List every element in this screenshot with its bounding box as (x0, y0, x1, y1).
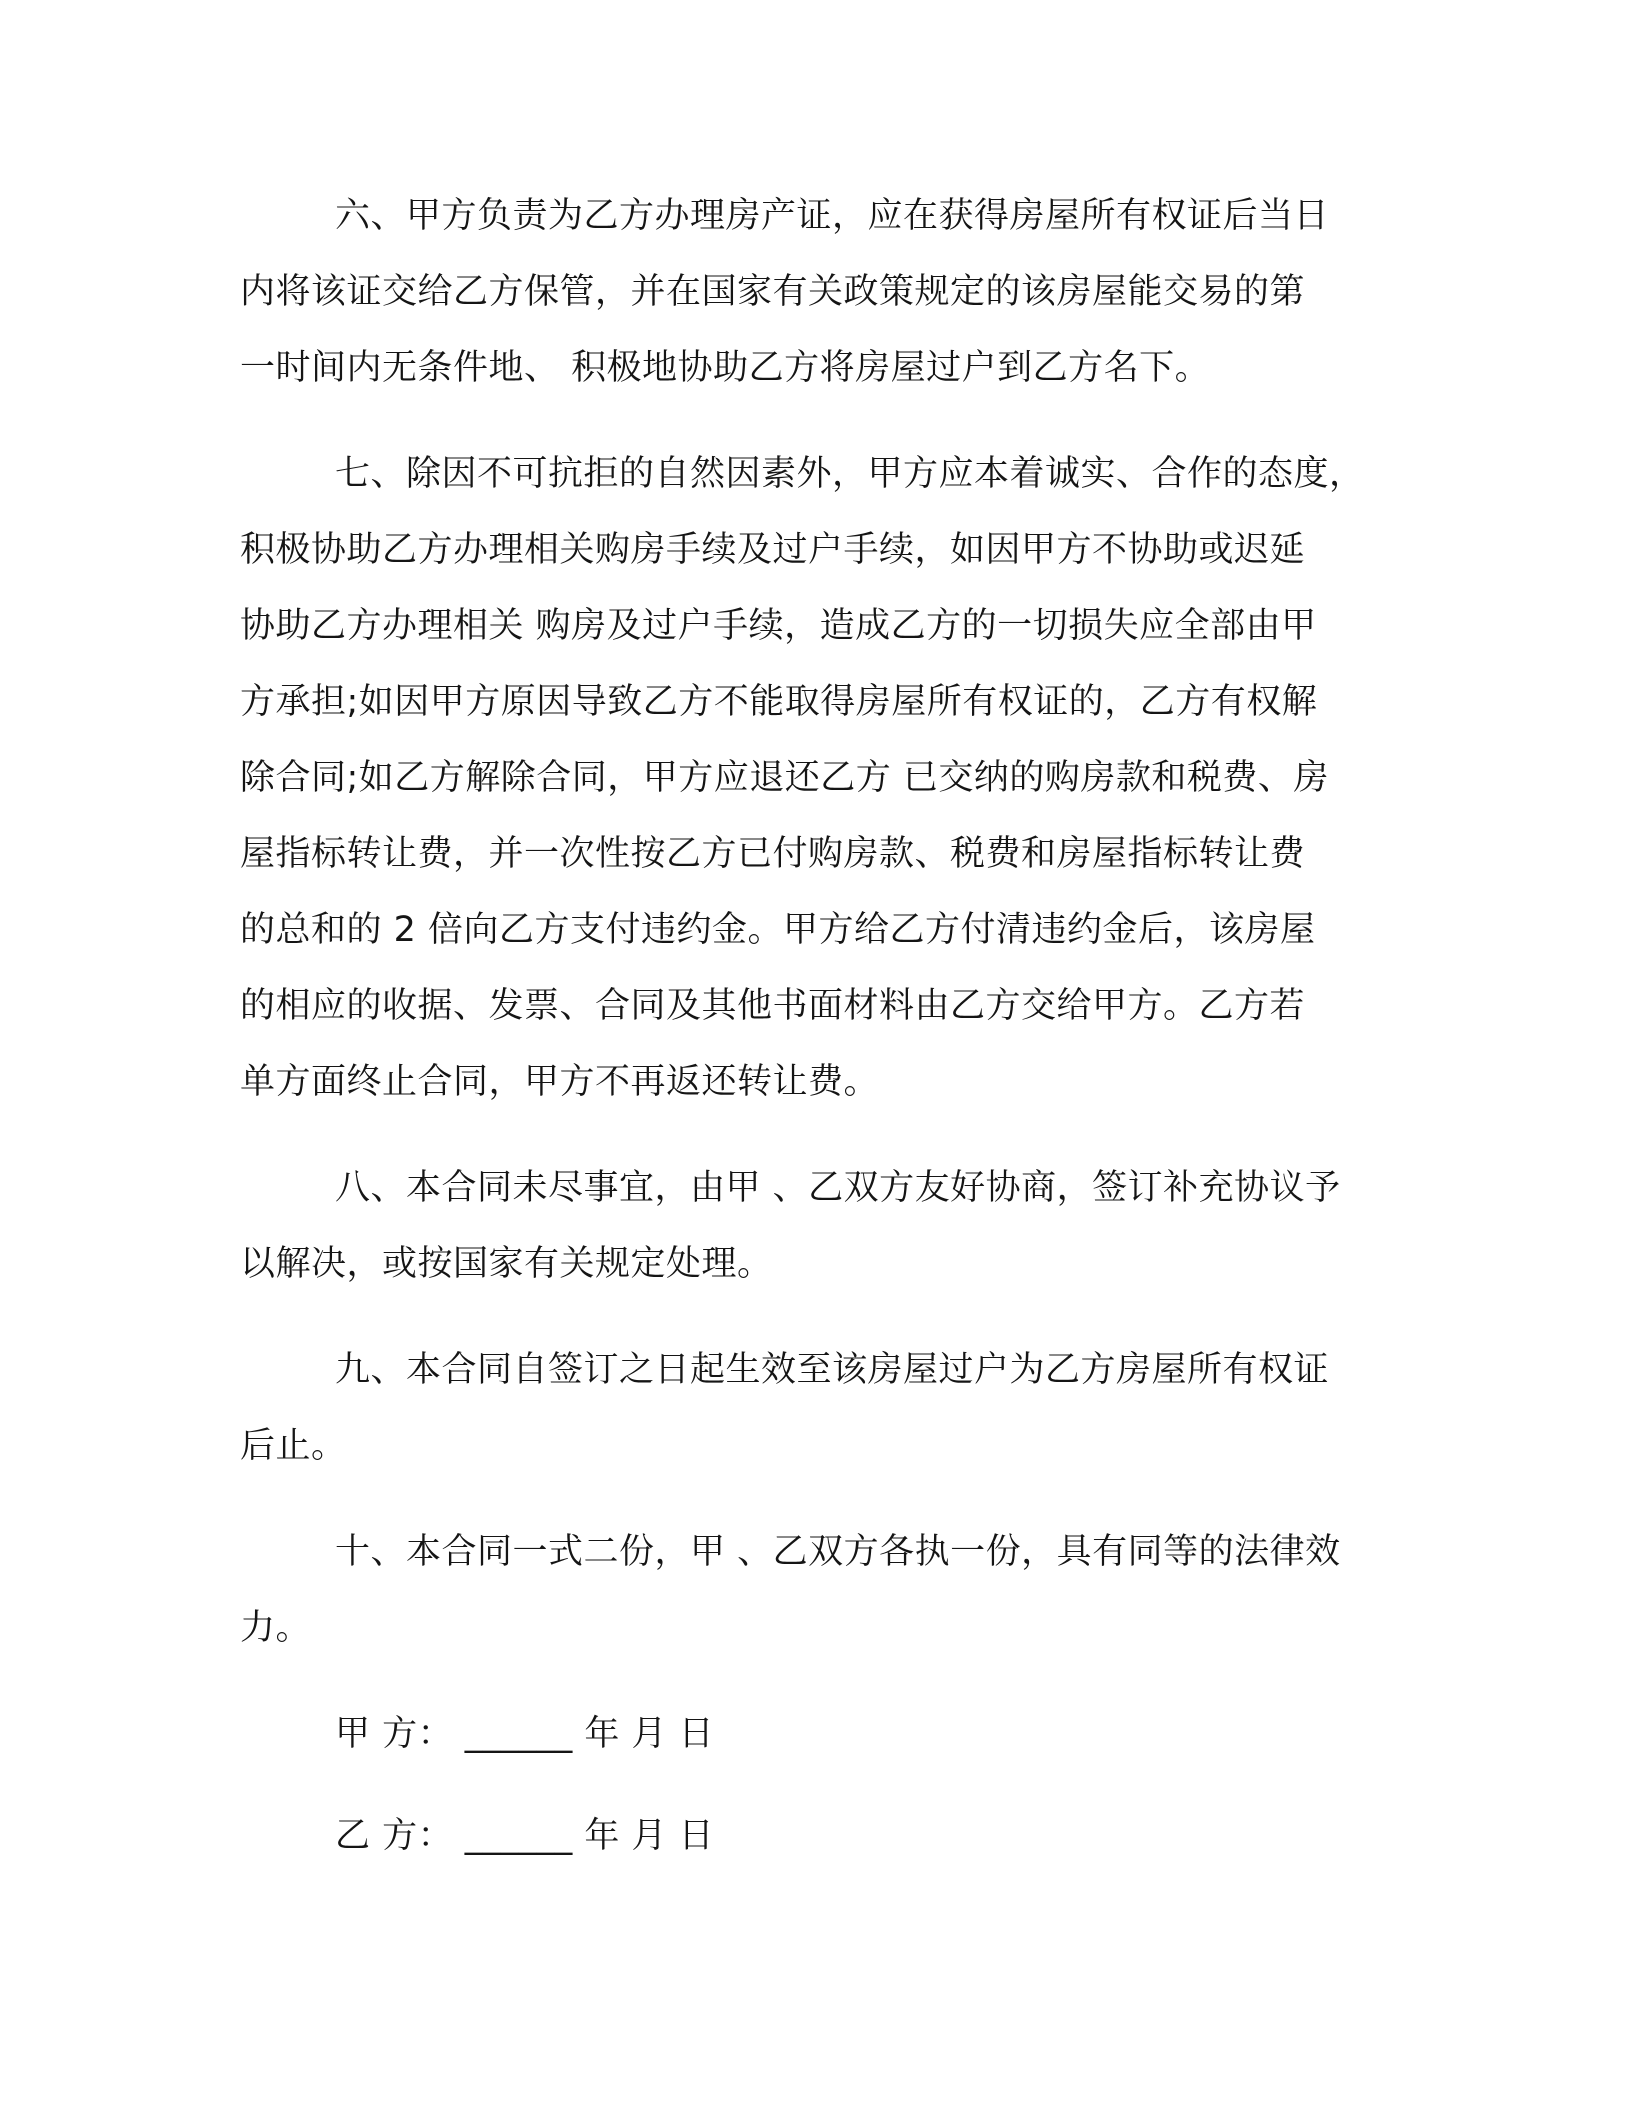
clause-7-line-9: 单方面终止合同，甲方不再返还转让费。 (240, 1062, 880, 1102)
clause-7-line-5: 除合同;如乙方解除合同，甲方应退还乙方 已交纳的购房款和税费、房 (240, 758, 1329, 798)
clause-8-line-1: 八、本合同未尽事宜，由甲 、乙双方友好协商，签订补充协议予 (335, 1168, 1341, 1208)
clause-7-line-4: 方承担;如因甲方原因导致乙方不能取得房屋所有权证的，乙方有权解 (240, 682, 1318, 722)
clause-7-line-7: 的总和的 2 倍向乙方支付违约金。甲方给乙方付清违约金后，该房屋 (240, 910, 1316, 950)
clause-8-line-2: 以解决，或按国家有关规定处理。 (240, 1244, 773, 1284)
clause-6-line-1: 六、甲方负责为乙方办理房产证，应在获得房屋所有权证后当日 (335, 196, 1330, 236)
clause-6-line-2: 内将该证交给乙方保管，并在国家有关政策规定的该房屋能交易的第 (240, 272, 1306, 312)
clause-10-line-1: 十、本合同一式二份，甲 、乙双方各执一份，具有同等的法律效 (335, 1532, 1341, 1572)
clause-7-line-1: 七、除因不可抗拒的自然因素外，甲方应本着诚实、合作的态度， (335, 454, 1365, 494)
clause-10-line-2: 力。 (240, 1608, 312, 1648)
signature-party-b: 乙 方： ______ 年 月 日 (335, 1816, 715, 1856)
clause-7-line-2: 积极协助乙方办理相关购房手续及过户手续，如因甲方不协助或迟延 (240, 530, 1306, 570)
clause-9-line-2: 后止。 (240, 1426, 347, 1466)
signature-party-a: 甲 方： ______ 年 月 日 (335, 1714, 715, 1754)
clause-7-line-3: 协助乙方办理相关 购房及过户手续，造成乙方的一切损失应全部由甲 (240, 606, 1317, 646)
clause-7-line-8: 的相应的收据、发票、合同及其他书面材料由乙方交给甲方。乙方若 (240, 986, 1306, 1026)
clause-9-line-1: 九、本合同自签订之日起生效至该房屋过户为乙方房屋所有权证 (335, 1350, 1330, 1390)
clause-6-line-3: 一时间内无条件地、 积极地协助乙方将房屋过户到乙方名下。 (240, 348, 1211, 388)
clause-7-line-6: 屋指标转让费，并一次性按乙方已付购房款、税费和房屋指标转让费 (240, 834, 1306, 874)
